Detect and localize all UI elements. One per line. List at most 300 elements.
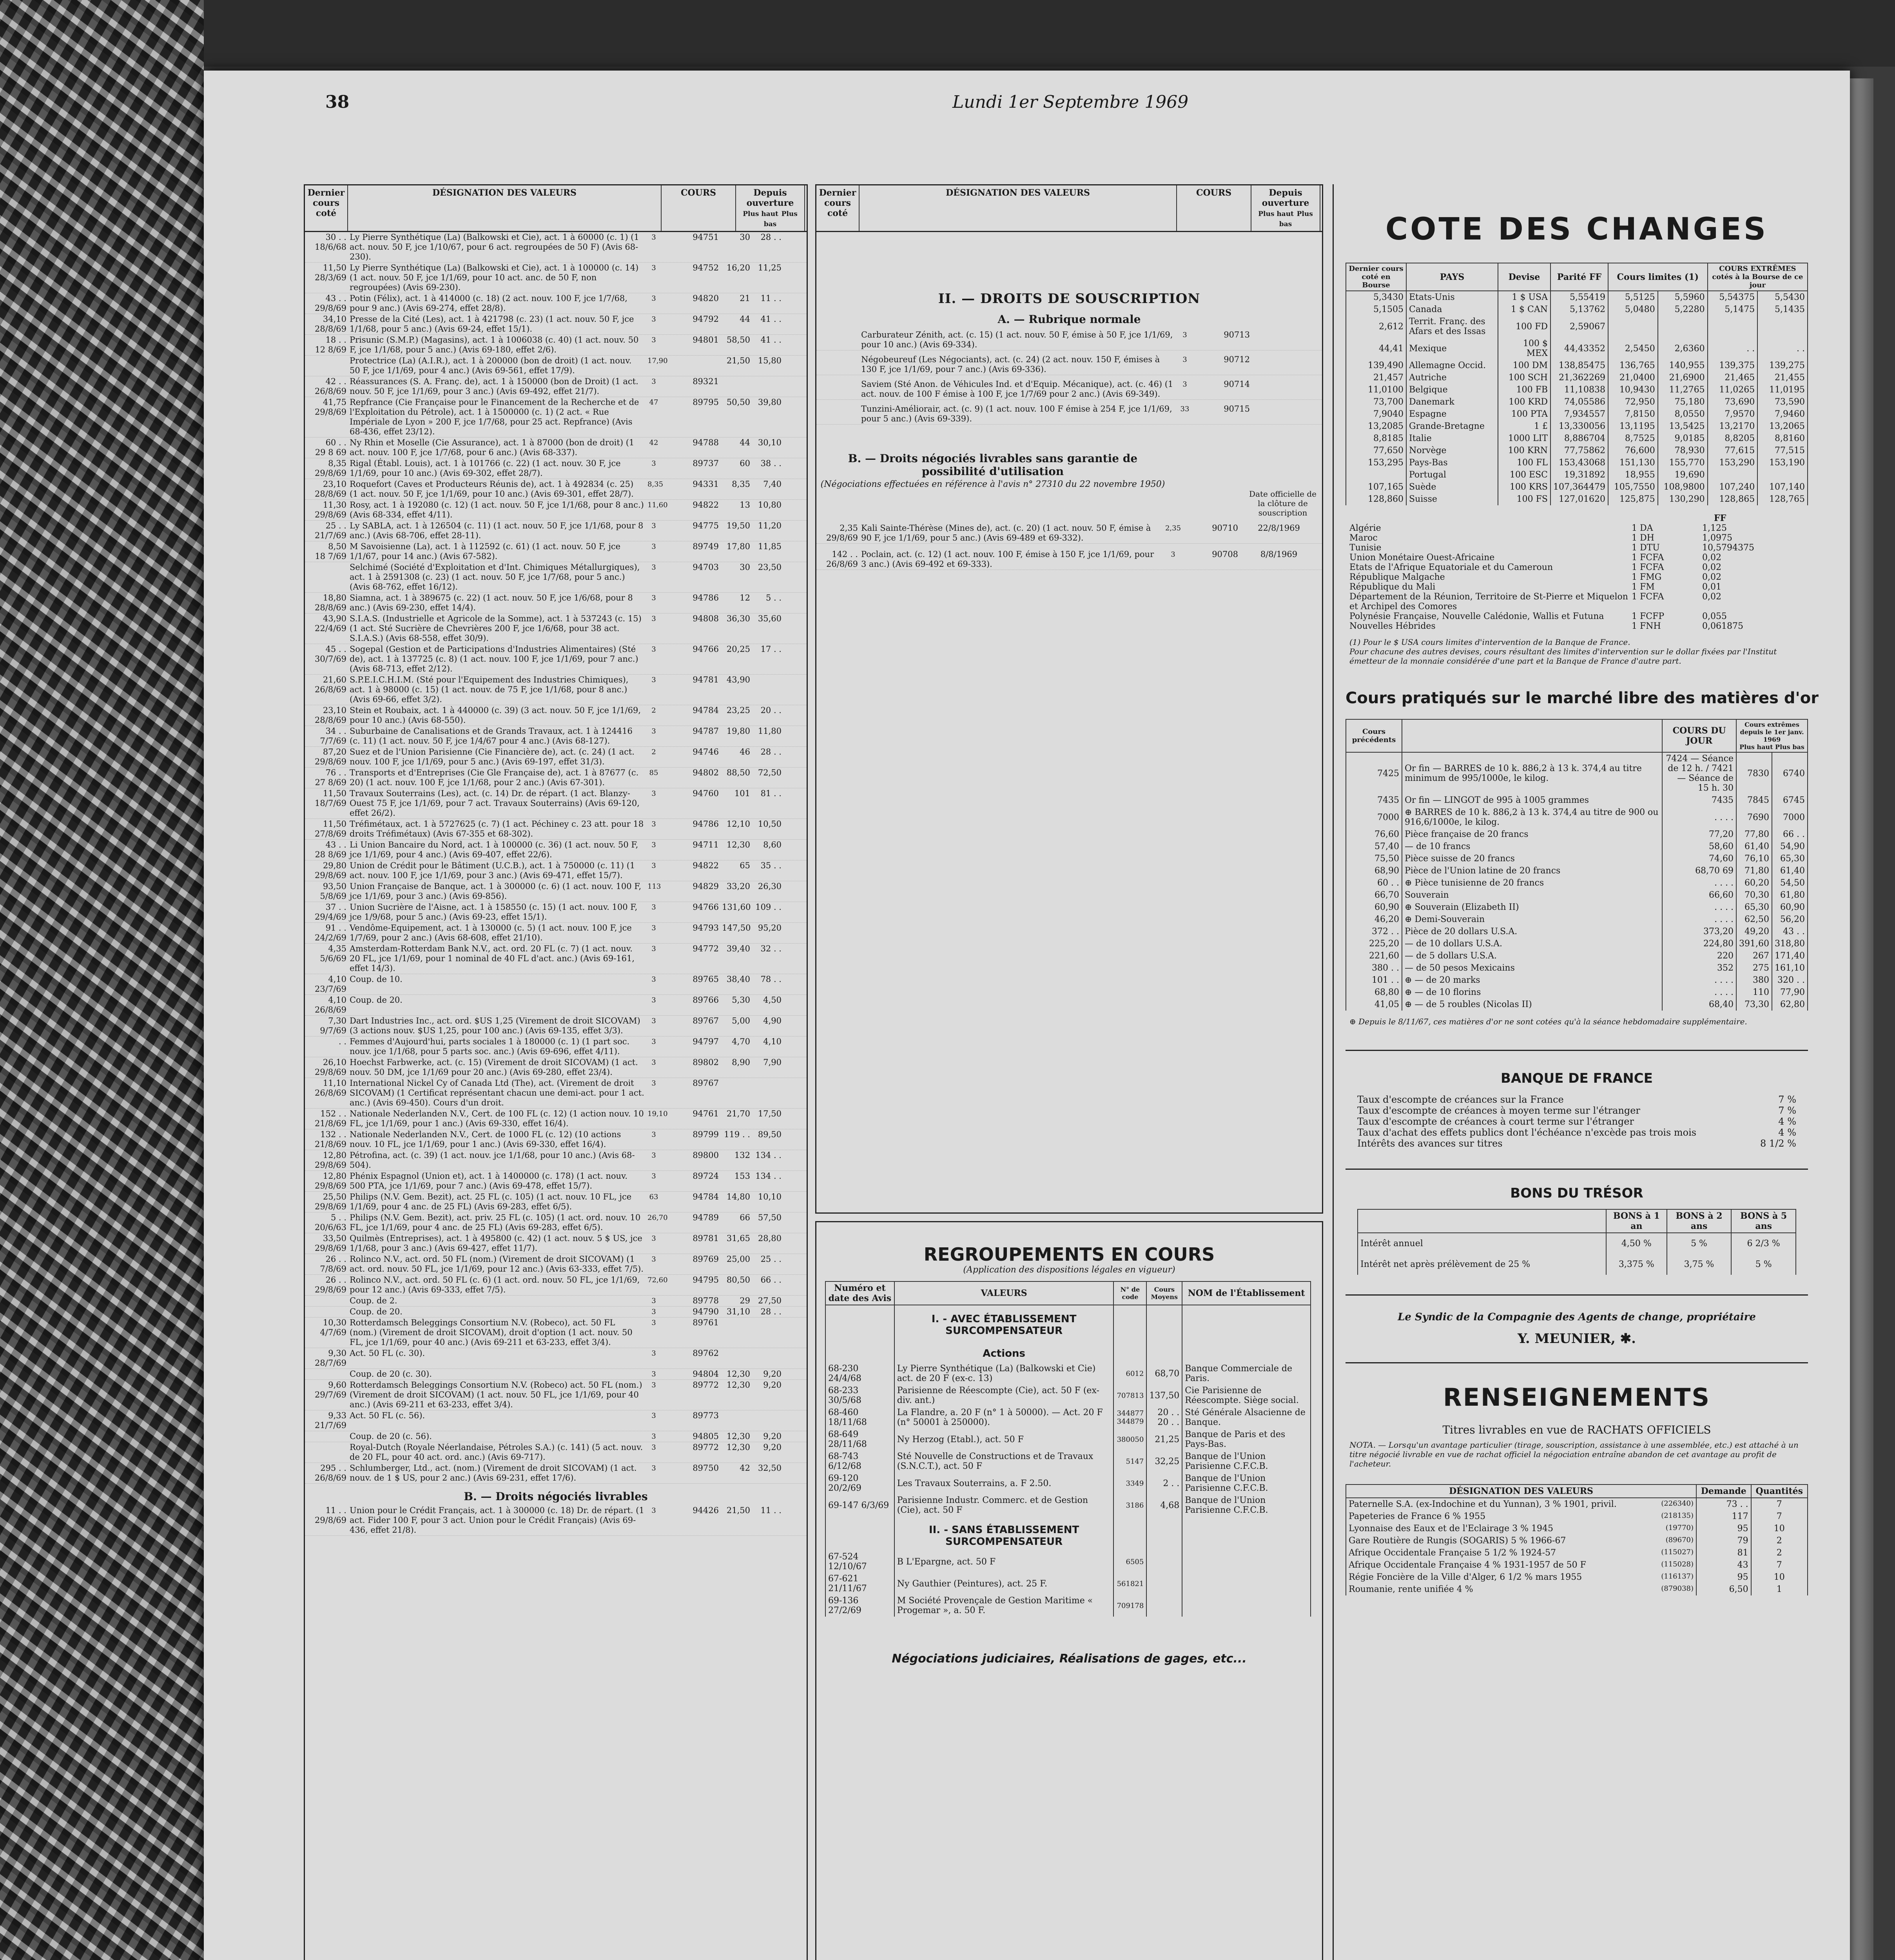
renseignement-row [1346, 1510, 1808, 1523]
change-row [1346, 396, 1808, 408]
change-par: 2,59067 [1550, 316, 1608, 338]
changes-note-2: Pour chacune des autres devises, cours résultant des limites d'intervention sur le dollar fixées par l'Institut émetteur de la monnaie considérée d'une part et la Banque de France d'autre part. [1349, 647, 1777, 666]
plus-bas: 26,30 [758, 882, 782, 891]
cours: 89737 [693, 459, 719, 468]
dernier-cours-cell [816, 523, 860, 543]
or-pb: 6745 [1772, 794, 1808, 806]
regr-sec1: I. - AVEC ÉTABLISSEMENT SURCOMPENSATEUR [894, 1305, 1114, 1340]
cours: 94331 [693, 479, 719, 489]
dernier-cours-cell [305, 726, 348, 746]
cours-moyen: 4,68 [1146, 1494, 1182, 1516]
designation: Union Sucrière de l'Aisne, act. 1 à 158550 (c. 15) (1 act. nouv. 100 F, jce 1/9/68, pour 5 anc.) (Avis 69-23, effet 15/1). [350, 902, 638, 922]
note-cell: 19,10 [647, 1110, 668, 1118]
valeur-row [305, 1505, 807, 1536]
plus-haut [720, 1078, 752, 1108]
dernier-cours-date: 29/7/69 [315, 1390, 346, 1399]
dernier-cours: 8,50 [328, 542, 346, 551]
page-date: Lundi 1er Septembre 1969 [952, 92, 1189, 112]
change-d: 8,8185 [1346, 432, 1406, 445]
dernier-cours-date: 28/3/69 [315, 273, 346, 282]
or-pb: 60,90 [1772, 901, 1808, 913]
designation: Sogepal (Gestion et de Participations d'Industries Alimentaires) (Sté de), act. 1 à 137725 (c. 8) (1 act. nouv. 100 F, jce 1/1/69, pour 7 anc.) (Avis 68-713, effet 2/12). [350, 644, 638, 673]
change-l1: 18,955 [1608, 469, 1658, 481]
plus-haut: 43,90 [726, 675, 750, 684]
dernier-cours-cell [305, 314, 348, 334]
designation: Pétrofina, act. (c. 39) (1 act. nouv. jce 1/1/68, pour 10 anc.) (Avis 68-504). [350, 1151, 635, 1170]
bons-h-3: BONS à 5 ans [1731, 1209, 1796, 1233]
plus-bas: 4,90 [763, 1016, 782, 1025]
dernier-cours-date: 29 8 69 [315, 448, 346, 457]
change-row [1346, 432, 1808, 445]
avis: 69-136 27/2/69 [825, 1595, 894, 1617]
ff-pays: Nouvelles Hébrides [1349, 621, 1436, 631]
cours: 94805 [693, 1432, 719, 1441]
dernier-cours-date: 29/8/69 [315, 871, 346, 880]
cours: 94786 [693, 593, 719, 603]
or-row [1346, 889, 1808, 901]
valeur-row [305, 705, 807, 726]
plus-haut: 30 [740, 232, 750, 242]
dernier-cours: 2,35 [840, 523, 858, 533]
rens-designation: Papeteries de France 6 % 1955 [1349, 1512, 1486, 1521]
valeur-row [305, 747, 807, 768]
renseignements-nota: NOTA. — Lorsqu'un avantage particulier (tirage, souscription, assistance à une assemblée, etc.) est attaché à un titre négocié livrable en vue de rachat officiel la négociation entraîne abandon de cet avantage au profit de l'acheteur. [1349, 1440, 1799, 1468]
change-e1: 5,1475 [1708, 303, 1758, 316]
dernier-cours-date: 21/8/69 [315, 1119, 346, 1128]
note-cell: 3 [1182, 356, 1187, 364]
plus-bas: 38 . . [760, 459, 782, 468]
dernier-cours-date: 29/8/69 [315, 1515, 346, 1525]
plus-haut: 12,30 [726, 1380, 750, 1390]
or-h-prec: Cours précédents [1346, 719, 1402, 752]
cours: 94784 [693, 706, 719, 715]
valeur-row [305, 1442, 807, 1463]
designation: Nationale Nederlanden N.V., Cert. de 1000 FL (c. 12) (10 actions nouv. 10 FL, jce 1/1/69, pour 1 anc.) (Avis 69-330, effet 16/4). [350, 1130, 621, 1149]
note-cell: 2,35 [1165, 524, 1181, 532]
chg-h-pays: PAYS [1406, 263, 1498, 291]
valeur-row [305, 479, 807, 500]
cours: 94784 [693, 1192, 719, 1201]
or-prec: 76,60 [1346, 828, 1402, 840]
cours: 89799 [693, 1130, 719, 1139]
change-l1: 72,950 [1608, 396, 1658, 408]
change-pays: Suisse [1406, 493, 1498, 505]
cours: 94751 [693, 232, 719, 242]
change-l2: 9,0185 [1658, 432, 1708, 445]
plus-bas: 10,80 [758, 500, 782, 510]
dernier-cours: 26 . . [325, 1275, 346, 1285]
avis: 67-621 21/11/67 [825, 1573, 894, 1595]
or-prec: 7000 [1346, 806, 1402, 828]
change-pays: Mexique [1406, 338, 1498, 359]
plus-bas: 30,10 [758, 438, 782, 447]
valeur: Parisienne de Réescompte (Cie), act. 50 F (ex-div. ant.) [894, 1385, 1114, 1406]
or-prec: 68,80 [1346, 986, 1402, 998]
etablissement: Banque Commerciale de Paris. [1182, 1363, 1311, 1385]
valeurs-table-1-header [305, 185, 807, 232]
cours: 94781 [693, 675, 719, 684]
plus-haut: 50,50 [726, 397, 750, 407]
plus-haut: 29 [740, 1296, 750, 1305]
change-e1: 13,2170 [1708, 420, 1758, 432]
or-pb: 318,80 [1772, 938, 1808, 950]
dernier-cours-cell [305, 881, 348, 902]
renseignements-body [1346, 1498, 1808, 1595]
note-cell: 63 [649, 1193, 658, 1201]
designation: Coup. de 20 (c. 56). [350, 1432, 432, 1441]
date-cloture: 8/8/1969 [1260, 550, 1298, 559]
plus-haut [1251, 379, 1283, 399]
valeur-row [305, 1212, 807, 1233]
rens-quantite: 7 [1751, 1510, 1808, 1523]
plus-haut [720, 376, 752, 397]
dernier-cours-date: 23/7/69 [315, 984, 346, 994]
or-pb: 65,30 [1772, 853, 1808, 865]
dernier-cours: 295 . . [320, 1463, 346, 1473]
or-row [1346, 962, 1808, 974]
or-des: ⊕ Pièce tunisienne de 20 francs [1402, 877, 1662, 889]
dernier-cours-date: 26/8/69 [315, 1088, 346, 1098]
note-cell: 3 [651, 1151, 656, 1160]
note-cell: 113 [647, 882, 661, 891]
valeur-row [305, 1410, 807, 1431]
bons-h-1: BONS à 1 an [1606, 1209, 1667, 1233]
plus-haut: 44 [740, 314, 750, 324]
or-des: Pièce de 20 dollars U.S.A. [1402, 926, 1662, 938]
renseignement-row [1346, 1571, 1808, 1583]
cours: 94772 [693, 944, 719, 953]
or-row [1346, 877, 1808, 889]
ff-val: 0,02 [1702, 563, 1721, 572]
or-prec: 7425 [1346, 752, 1402, 794]
valeur-row [305, 726, 807, 747]
dernier-cours-date: 21/7/69 [315, 1421, 346, 1430]
plus-bas: 5 . . [765, 593, 782, 603]
note-cell: 11,60 [647, 501, 668, 509]
cours: 94802 [693, 768, 719, 777]
dernier-cours-date: 26/8/69 [315, 1005, 346, 1014]
or-row [1346, 794, 1808, 806]
dernier-cours-date: 28/8/69 [315, 324, 346, 334]
cours: 94822 [693, 861, 719, 870]
plus-haut: 12,10 [726, 819, 750, 829]
or-prec: 60 . . [1346, 877, 1402, 889]
ff-val: 0,02 [1702, 592, 1721, 602]
designation: Act. 50 FL (c. 30). [350, 1348, 425, 1358]
valeur-row [305, 541, 807, 562]
change-par: 7,934557 [1550, 408, 1608, 420]
etablissement: Banque de l'Union Parisienne C.F.C.B. [1182, 1450, 1311, 1472]
rens-demande: 95 [1696, 1523, 1751, 1535]
change-par: 127,01620 [1550, 493, 1608, 505]
dernier-cours: 60 . . [325, 438, 346, 447]
change-row [1346, 481, 1808, 493]
change-d: 153,295 [1346, 457, 1406, 469]
plus-bas-label: Plus bas [763, 210, 798, 228]
cours: 89772 [693, 1443, 719, 1452]
or-jour: 66,60 [1662, 889, 1736, 901]
regroupement-row [825, 1406, 1311, 1428]
chg-h-devise: Devise [1498, 263, 1550, 291]
change-par: 74,05586 [1550, 396, 1608, 408]
plus-bas: 28,80 [758, 1234, 782, 1243]
regr-sec2-row [825, 1516, 1311, 1551]
change-row [1346, 359, 1808, 372]
section-b-droits: B. — Droits négociés livrables [464, 1490, 648, 1503]
ff-val: 0,055 [1702, 612, 1727, 621]
cours: 89772 [693, 1380, 719, 1390]
or-pb: 54,50 [1772, 877, 1808, 889]
plus-bas: 17 . . [760, 644, 782, 654]
valeur-row [305, 1296, 807, 1307]
blank-cell [1113, 1305, 1146, 1340]
ff-unit: 1 FNH [1632, 621, 1661, 631]
regroupements-title: REGROUPEMENTS EN COURS [923, 1244, 1215, 1265]
regr-h-nom: NOM de l'Établissement [1182, 1281, 1311, 1305]
regroupement-row [825, 1595, 1311, 1617]
or-pb: 61,40 [1772, 865, 1808, 877]
plus-bas: 32,50 [758, 1463, 782, 1473]
dernier-cours-date: 28 8/69 [315, 850, 346, 859]
change-l2: 78,930 [1658, 445, 1708, 457]
designation: Ly Pierre Synthétique (La) (Balkowski et Cie), act. 1 à 60000 (c. 1) (1 act. nouv. 50 F, jce 1/10/67, pour 6 act. regroupées de 50 F) (Avis 68-230). [350, 232, 639, 261]
change-par: 77,75862 [1550, 445, 1608, 457]
or-des: Pièce suisse de 20 francs [1402, 853, 1662, 865]
or-pb: 54,90 [1772, 840, 1808, 853]
designation: Prisunic (S.M.P.) (Magasins), act. 1 à 1006038 (c. 40) (1 act. nouv. 50 F, jce 1/1/68, pour 5 anc.) (Avis 69-180, effet 2/6). [350, 335, 639, 354]
or-jour: . . . . [1662, 806, 1736, 828]
cours: 90715 [1224, 404, 1250, 414]
valeur-row [305, 1348, 807, 1369]
plus-bas: 66 . . [760, 1275, 782, 1285]
designation: Coup. de 20 (c. 30). [350, 1369, 432, 1379]
dernier-cours: 34,10 [323, 314, 346, 324]
note-cell: 3 [651, 522, 656, 530]
cours: 89781 [693, 1234, 719, 1243]
or-des: ⊕ Demi-Souverain [1402, 913, 1662, 926]
or-pb: 62,80 [1772, 998, 1808, 1011]
change-e2: 77,515 [1757, 445, 1808, 457]
plus-bas: 4,10 [763, 1037, 782, 1046]
etablissement [1182, 1573, 1311, 1595]
designation: Dart Industries Inc., act. ord. $US 1,25 (Virement de droit SICOVAM) (3 actions nouv. $US 1,25, pour 100 anc.) (Avis 69-135, effet 3/3). [350, 1016, 640, 1035]
dernier-cours-cell [305, 335, 348, 355]
change-e1: 73,690 [1708, 396, 1758, 408]
rens-quantite: 2 [1751, 1535, 1808, 1547]
designation: Coup. de 20. [350, 995, 403, 1005]
designation: Amsterdam-Rotterdam Bank N.V., act. ord. 20 FL (c. 7) (1 act. nouv. 20 FL, jce 1/1/69, pour 1 nominal de 40 FL d'act. anc.) (Avis 69-161, effet 14/3). [350, 944, 635, 973]
change-row [1346, 291, 1808, 303]
col-depuis-ouverture [736, 185, 805, 231]
note-cell: 3 [651, 1058, 656, 1067]
or-row [1346, 806, 1808, 828]
blank-cell [1146, 1305, 1182, 1340]
valeur-row [305, 644, 807, 675]
change-l1: 105,7550 [1608, 481, 1658, 493]
valeur-row [305, 1036, 807, 1057]
change-par: 8,886704 [1550, 432, 1608, 445]
change-dev: 100 KRD [1498, 396, 1550, 408]
change-l2: 8,0550 [1658, 408, 1708, 420]
change-l1: 76,600 [1608, 445, 1658, 457]
renseignement-row [1346, 1535, 1808, 1547]
rens-designation-cell [1346, 1498, 1696, 1510]
dernier-cours-date: 26/8/69 [315, 1473, 346, 1483]
or-prec: 372 . . [1346, 926, 1402, 938]
page-edge [1850, 78, 1873, 1960]
change-d: 21,457 [1346, 372, 1406, 384]
ff-unit: 1 FCFA [1632, 592, 1664, 602]
valeur-row [305, 768, 807, 788]
or-des: ⊕ Souverain (Elizabeth II) [1402, 901, 1662, 913]
designation: Ly Pierre Synthétique (La) (Balkowski et Cie), act. 1 à 100000 (c. 14) (1 act. nouv. 50 F, jce 1/1/69, pour 10 act. anc. de 50 F, non regroupées) (Avis 69-230). [350, 263, 639, 292]
dernier-cours: 142 . . [832, 550, 858, 559]
plus-bas: 11,20 [758, 521, 782, 530]
dernier-cours: 23,10 [323, 479, 346, 489]
change-dev: 100 FS [1498, 493, 1550, 505]
bons-label: Intérêt net après prélèvement de 25 % [1358, 1254, 1606, 1275]
valeur-row [305, 521, 807, 541]
valeur: B L'Epargne, act. 50 F [894, 1551, 1114, 1573]
banque-row [1357, 1138, 1796, 1149]
rens-demande: 81 [1696, 1547, 1751, 1559]
or-des: Pièce française de 20 francs [1402, 828, 1662, 840]
avis: 68-460 18/11/68 [825, 1406, 894, 1428]
or-ph: 76,10 [1736, 853, 1772, 865]
plus-bas: 41 . . [760, 314, 782, 324]
note-cell: 3 [651, 336, 656, 344]
dernier-cours-cell [305, 356, 348, 376]
plus-bas [752, 1348, 783, 1368]
plus-bas: 134 . . [755, 1171, 782, 1181]
change-dev: 100 PTA [1498, 408, 1550, 420]
ff-unit: 1 DA [1632, 523, 1653, 533]
or-des: Or fin — BARRES de 10 k. 886,2 à 13 k. 374,4 au titre minimum de 995/1000e, le kilog. [1402, 752, 1662, 794]
designation: Rotterdamsch Beleggings Consortium N.V. (Robeco) act. 50 FL (nom.) (Virement de droit SICOVAM) (1 act. nouv. 50 FL, jce 1/1/69, pour 40 anc.) (Avis 69-211 et 63-233, effet 3/4). [350, 1380, 642, 1409]
plus-haut: 44 [740, 438, 750, 447]
or-pb: 43 . . [1772, 926, 1808, 938]
note-cell: 3 [651, 1412, 656, 1420]
cours: 89769 [693, 1254, 719, 1264]
or-jour: 58,60 [1662, 840, 1736, 853]
change-l2: 19,690 [1658, 469, 1708, 481]
cours: 94808 [693, 614, 719, 623]
designation: Philips (N.V. Gem. Bezit), act. 25 FL (c. 105) (1 act. nouv. 10 FL, jce 1/1/69, pour 4 anc. de 25 FL) (Avis 69-283, effet 6/5). [350, 1192, 632, 1211]
renseignement-row [1346, 1498, 1808, 1510]
change-pays: Espagne [1406, 408, 1498, 420]
plus-haut: 12,30 [726, 840, 750, 849]
plus-haut: 25,00 [726, 1254, 750, 1264]
dernier-cours: 26,10 [323, 1058, 346, 1067]
plus-haut: 8,35 [732, 479, 750, 489]
dernier-cours-date: 29/8/69 [315, 303, 346, 313]
note-cell: 3 [651, 903, 656, 911]
change-l1: 2,5450 [1608, 338, 1658, 359]
ff-row [1349, 592, 1820, 612]
ff-pays: Maroc [1349, 533, 1378, 543]
plus-bas: 89,50 [758, 1130, 782, 1139]
note-cell: 3 [651, 615, 656, 623]
or-jour: 68,40 [1662, 998, 1736, 1011]
change-d: 7,9040 [1346, 408, 1406, 420]
regr-actions: Actions [894, 1340, 1114, 1363]
dernier-cours-cell [305, 500, 348, 520]
valeur-row [305, 1307, 807, 1318]
avis: 68-743 6/12/68 [825, 1450, 894, 1472]
blank-cell [825, 1340, 894, 1363]
or-ph: 61,40 [1736, 840, 1772, 853]
dernier-cours-cell [305, 705, 348, 726]
etablissement: Banque de l'Union Parisienne C.F.C.B. [1182, 1494, 1311, 1516]
plus-bas [752, 1318, 783, 1348]
change-e2: 21,455 [1757, 372, 1808, 384]
valeur: Parisienne Industr. Commerc. et de Gestion (Cie), act. 50 F [894, 1494, 1114, 1516]
valeurs-table-1 [304, 184, 808, 1960]
cours: 90710 [1212, 523, 1238, 533]
valeur-row [305, 1078, 807, 1109]
or-ph: 7690 [1736, 806, 1772, 828]
plus-haut: 46 [740, 747, 750, 757]
change-dev: 100 FD [1498, 316, 1550, 338]
cours: 94703 [693, 563, 719, 572]
or-pb: 56,20 [1772, 913, 1808, 926]
or-ph: 62,50 [1736, 913, 1772, 926]
plus-haut [1251, 404, 1283, 424]
dernier-cours-date: 18/6/68 [315, 242, 346, 252]
valeur: Ny Gauthier (Peintures), act. 25 F. [894, 1573, 1114, 1595]
plus-bas: 11,80 [758, 726, 782, 736]
change-row [1346, 384, 1808, 396]
rubrique-b-rows [816, 523, 1322, 570]
change-d: 139,490 [1346, 359, 1406, 372]
plus-bas: 9,20 [763, 1443, 782, 1452]
note-cell: 3 [651, 563, 656, 572]
dernier-cours-date: 18/7/69 [315, 799, 346, 808]
dernier-cours-cell [305, 593, 348, 613]
bons-body [1358, 1233, 1796, 1275]
dernier-cours-date: 4/7/69 [320, 1328, 346, 1337]
dernier-cours-cell [305, 923, 348, 943]
change-l2: 11,2765 [1658, 384, 1708, 396]
dernier-cours: 11,50 [323, 263, 346, 272]
ff-row [1349, 533, 1820, 543]
dernier-cours-cell [305, 376, 348, 397]
dernier-cours: 152 . . [320, 1109, 346, 1118]
dernier-cours: 93,50 [323, 882, 346, 891]
valeur-row [305, 437, 807, 458]
cours-moyen: 20 . . 20 . . [1146, 1406, 1182, 1428]
dernier-cours: . . [338, 1037, 346, 1046]
rens-h-q: Quantités [1751, 1485, 1808, 1498]
dernier-cours-cell [305, 1212, 348, 1233]
dernier-cours-cell [305, 397, 348, 437]
or-ph: 275 [1736, 962, 1772, 974]
rens-code: (879038) [1661, 1584, 1694, 1593]
dernier-cours: 29,80 [323, 861, 346, 870]
change-e1: 77,615 [1708, 445, 1758, 457]
dernier-cours-cell [305, 1109, 348, 1129]
or-des: Or fin — LINGOT de 995 à 1005 grammes [1402, 794, 1662, 806]
changes-table [1346, 263, 1808, 505]
droit-livrable-row [816, 549, 1322, 570]
plus-bas: 41 . . [760, 335, 782, 345]
or-ph: 380 [1736, 974, 1772, 986]
code: 707813 [1113, 1385, 1146, 1406]
plus-haut: 30 [740, 563, 750, 572]
valeur-row [305, 840, 807, 860]
ff-label: FF [1714, 513, 1726, 523]
rens-code: (19770) [1665, 1524, 1694, 1532]
